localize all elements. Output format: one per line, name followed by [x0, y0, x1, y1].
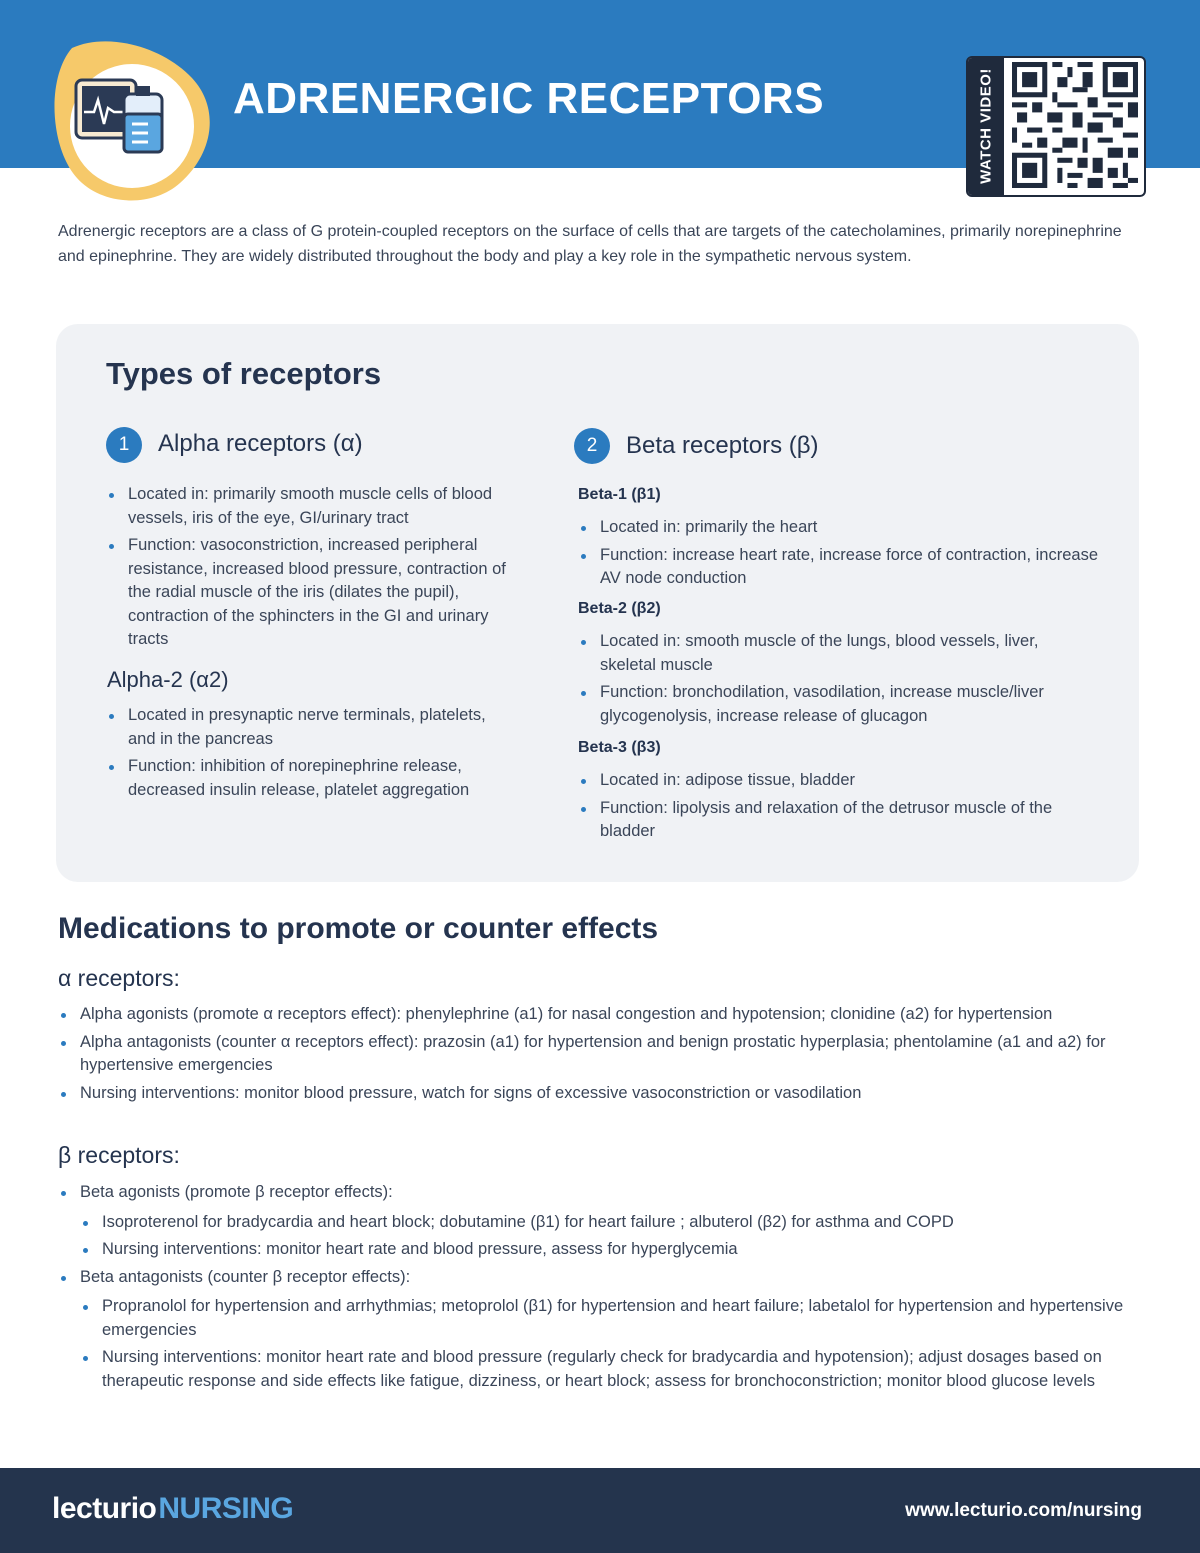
- list-item: Alpha antagonists (counter α receptors effect): prazosin (a1) for hypertension and benign prostatic hyperplasia; phentolamine (a1 and a2) for hypertensive emergencies: [58, 1031, 1138, 1078]
- alpha-med-heading: α receptors:: [58, 965, 180, 991]
- intro-paragraph: Adrenergic receptors are a class of G protein-coupled receptors on the surface of cells that are targets of the catecholamines, primarily norepinephrine and epinephrine. They are widely distributed throughout the body and play a key role in the sympathetic nervous system.: [58, 223, 1122, 265]
- footer: [0, 1468, 1200, 1553]
- list-item: Alpha agonists (promote α receptors effect): phenylephrine (a1) for nasal congestion and hypotension; clonidine (a2) for hypertension: [58, 1003, 1138, 1027]
- list-item: Propranolol for hypertension and arrhythmias; metoprolol (β1) for hypertension and heart failure; labetalol for hypertension and hypertensive emergencies: [80, 1295, 1138, 1342]
- list-item: Function: inhibition of norepinephrine release, decreased insulin release, platelet aggregation: [106, 755, 516, 802]
- list-item: [58, 1181, 1138, 1262]
- brand-nursing: NURSING: [158, 1492, 294, 1525]
- alpha2-heading: Alpha-2 (α2): [107, 667, 229, 692]
- qr-label: WATCH VIDEO!: [977, 68, 995, 184]
- list-item: Located in: primarily smooth muscle cells of blood vessels, iris of the eye, GI/urinary tract: [106, 483, 516, 530]
- beta-agonists-list: [80, 1211, 1138, 1262]
- alpha2-list: [106, 704, 516, 806]
- beta-antagonists-list: [80, 1295, 1138, 1393]
- qr-code-icon: [1012, 62, 1138, 188]
- types-title: Types of receptors: [106, 356, 382, 391]
- beta-med-heading: β receptors:: [58, 1142, 180, 1168]
- qr-video-link[interactable]: [966, 56, 1146, 197]
- brand-lect: lectur: [52, 1492, 131, 1525]
- list-item: Nursing interventions: monitor heart rate and blood pressure (regularly check for bradycardia and hypotension); adjust dosages based on therapeutic response and side effects like fatigue, dizziness, or heart block; assess for bronchoconstriction; monitor blood glucose levels: [80, 1346, 1138, 1393]
- beta2-list: [578, 630, 1098, 732]
- beta-heading: Beta receptors (β): [626, 432, 819, 459]
- beta2-heading: Beta-2 (β2): [578, 600, 661, 617]
- medications-title: Medications to promote or counter effects: [58, 912, 659, 945]
- list-item: Function: vasoconstriction, increased peripheral resistance, increased blood pressure, contraction of the radial muscle of the iris (dilates the pupil), contraction of the sphincters in the GI and urinary tracts: [106, 534, 516, 652]
- beta-agonists-label: Beta agonists (promote β receptor effects):: [80, 1183, 393, 1201]
- alpha-list: [106, 483, 516, 656]
- beta1-list: [578, 516, 1098, 595]
- list-item: Function: lipolysis and relaxation of the detrusor muscle of the bladder: [578, 797, 1058, 844]
- list-item: Function: increase heart rate, increase force of contraction, increase AV node conduction: [578, 544, 1098, 591]
- alpha-number-badge: 1: [106, 427, 142, 463]
- list-item: Nursing interventions: monitor heart rate and blood pressure, assess for hyperglycemia: [80, 1238, 1138, 1262]
- beta1-heading: Beta-1 (β1): [578, 486, 661, 503]
- brand-logo[interactable]: [52, 1492, 293, 1526]
- list-item: Isoproterenol for bradycardia and heart block; dobutamine (β1) for heart failure ; albuterol (β2) for asthma and COPD: [80, 1211, 1138, 1235]
- beta-number-badge: 2: [574, 428, 610, 464]
- alpha-heading: Alpha receptors (α): [158, 430, 363, 457]
- footer-url-link[interactable]: www.lecturio.com/nursing: [905, 1500, 1142, 1521]
- beta-med-list: [58, 1181, 1138, 1397]
- alpha-med-list: [58, 1003, 1138, 1109]
- brand-io: io: [130, 1492, 157, 1525]
- list-item: Located in presynaptic nerve terminals, platelets, and in the pancreas: [106, 704, 516, 751]
- beta3-list: [578, 769, 1058, 848]
- list-item: Located in: primarily the heart: [578, 516, 1098, 540]
- list-item: Function: bronchodilation, vasodilation, increase muscle/liver glycogenolysis, increase release of glucagon: [578, 681, 1098, 728]
- list-item: Located in: smooth muscle of the lungs, blood vessels, liver, skeletal muscle: [578, 630, 1098, 677]
- beta3-heading: Beta-3 (β3): [578, 739, 661, 756]
- qr-label-strip: [968, 58, 1004, 195]
- list-item: [58, 1266, 1138, 1394]
- page-title: ADRENERGIC RECEPTORS: [233, 74, 825, 123]
- list-item: Located in: adipose tissue, bladder: [578, 769, 1058, 793]
- list-item: Nursing interventions: monitor blood pressure, watch for signs of excessive vasoconstriction or vasodilation: [58, 1082, 1138, 1106]
- monitor-and-iv-bag-icon: [52, 38, 212, 203]
- beta-antagonists-label: Beta antagonists (counter β receptor effects):: [80, 1267, 411, 1286]
